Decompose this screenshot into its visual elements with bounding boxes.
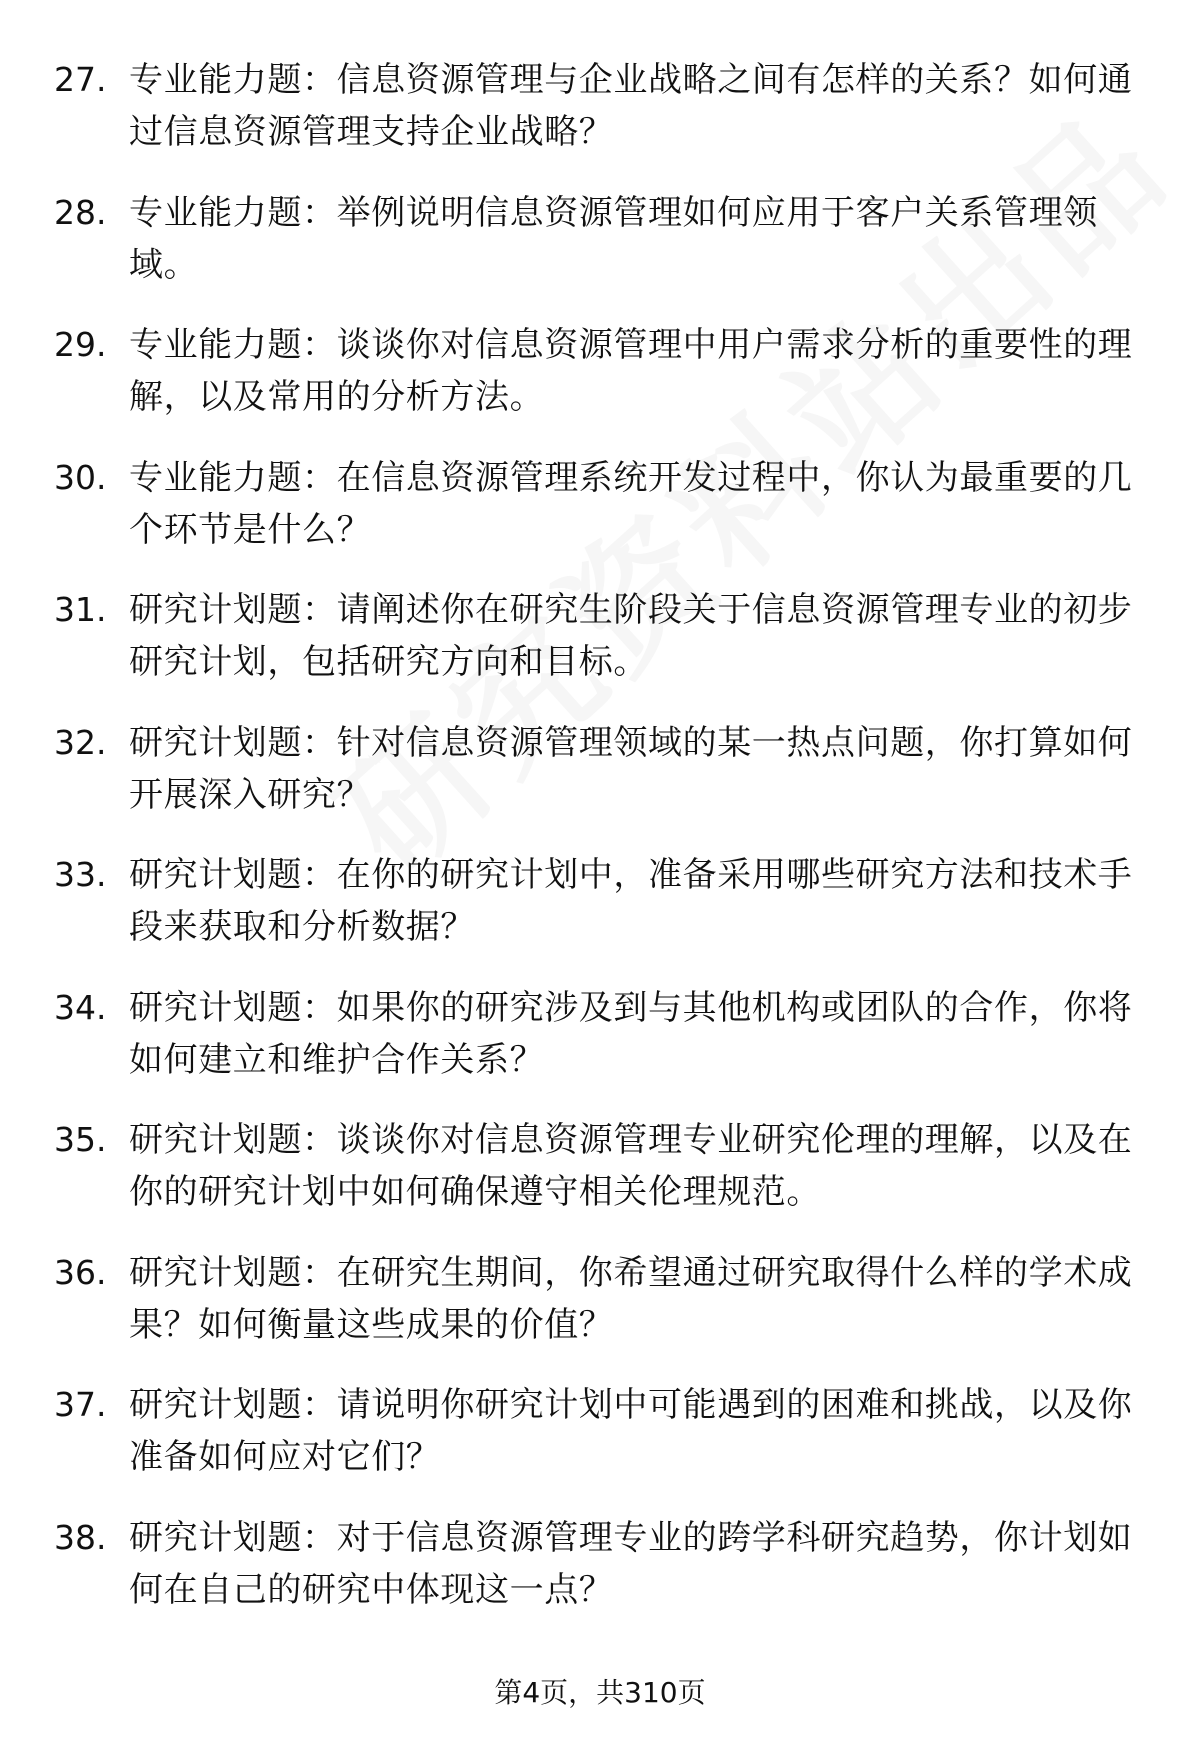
question-number: 35. — [54, 1120, 107, 1159]
question-text: 研究计划题：请阐述你在研究生阶段关于信息资源管理专业的初步研究计划，包括研究方向和目标。 — [129, 590, 1133, 682]
question-number: 37. — [54, 1385, 107, 1424]
question-text: 研究计划题：对于信息资源管理专业的跨学科研究趋势，你计划如何在自己的研究中体现这一点？ — [129, 1517, 1133, 1610]
question-item — [0, 1114, 1200, 1247]
question-text: 研究计划题：请说明你研究计划中可能遇到的困难和挑战，以及你准备如何应对它们？ — [129, 1385, 1133, 1477]
question-number: 38. — [54, 1517, 107, 1557]
question-number: 32. — [54, 722, 107, 762]
question-text: 专业能力题：在信息资源管理系统开发过程中，你认为最重要的几个环节是什么？ — [129, 457, 1133, 550]
question-number: 36. — [54, 1252, 107, 1292]
question-list — [0, 54, 1200, 1644]
question-item — [0, 1379, 1200, 1512]
question-item — [0, 54, 1200, 187]
question-text: 专业能力题：举例说明信息资源管理如何应用于客户关系管理领域。 — [129, 192, 1098, 285]
question-item — [0, 1512, 1200, 1645]
question-item — [0, 452, 1200, 585]
question-text: 专业能力题：信息资源管理与企业战略之间有怎样的关系？如何通过信息资源管理支持企业战略？ — [129, 60, 1133, 152]
question-text: 专业能力题：谈谈你对信息资源管理中用户需求分析的重要性的理解，以及常用的分析方法。 — [129, 325, 1133, 417]
question-item — [0, 584, 1200, 717]
question-number: 31. — [54, 590, 107, 629]
question-item — [0, 717, 1200, 850]
page-footer: 第4页，共310页 — [494, 1676, 706, 1709]
question-text: 研究计划题：在研究生期间，你希望通过研究取得什么样的学术成果？如何衡量这些成果的价值？ — [129, 1252, 1133, 1345]
question-number: 30. — [54, 457, 107, 497]
question-number: 29. — [54, 325, 107, 364]
question-number: 27. — [54, 60, 107, 99]
question-text: 研究计划题：谈谈你对信息资源管理专业研究伦理的理解，以及在你的研究计划中如何确保遵守相关伦理规范。 — [129, 1120, 1133, 1212]
question-text: 研究计划题：针对信息资源管理领域的某一热点问题，你打算如何开展深入研究？ — [129, 722, 1133, 815]
question-text: 研究计划题：在你的研究计划中，准备采用哪些研究方法和技术手段来获取和分析数据？ — [129, 855, 1133, 947]
question-item — [0, 187, 1200, 320]
question-item — [0, 319, 1200, 452]
question-item — [0, 982, 1200, 1115]
question-number: 28. — [54, 192, 107, 232]
question-number: 33. — [54, 855, 107, 894]
question-item — [0, 1247, 1200, 1380]
question-number: 34. — [54, 987, 107, 1027]
question-text: 研究计划题：如果你的研究涉及到与其他机构或团队的合作，你将如何建立和维护合作关系？ — [129, 987, 1133, 1080]
question-item — [0, 849, 1200, 982]
